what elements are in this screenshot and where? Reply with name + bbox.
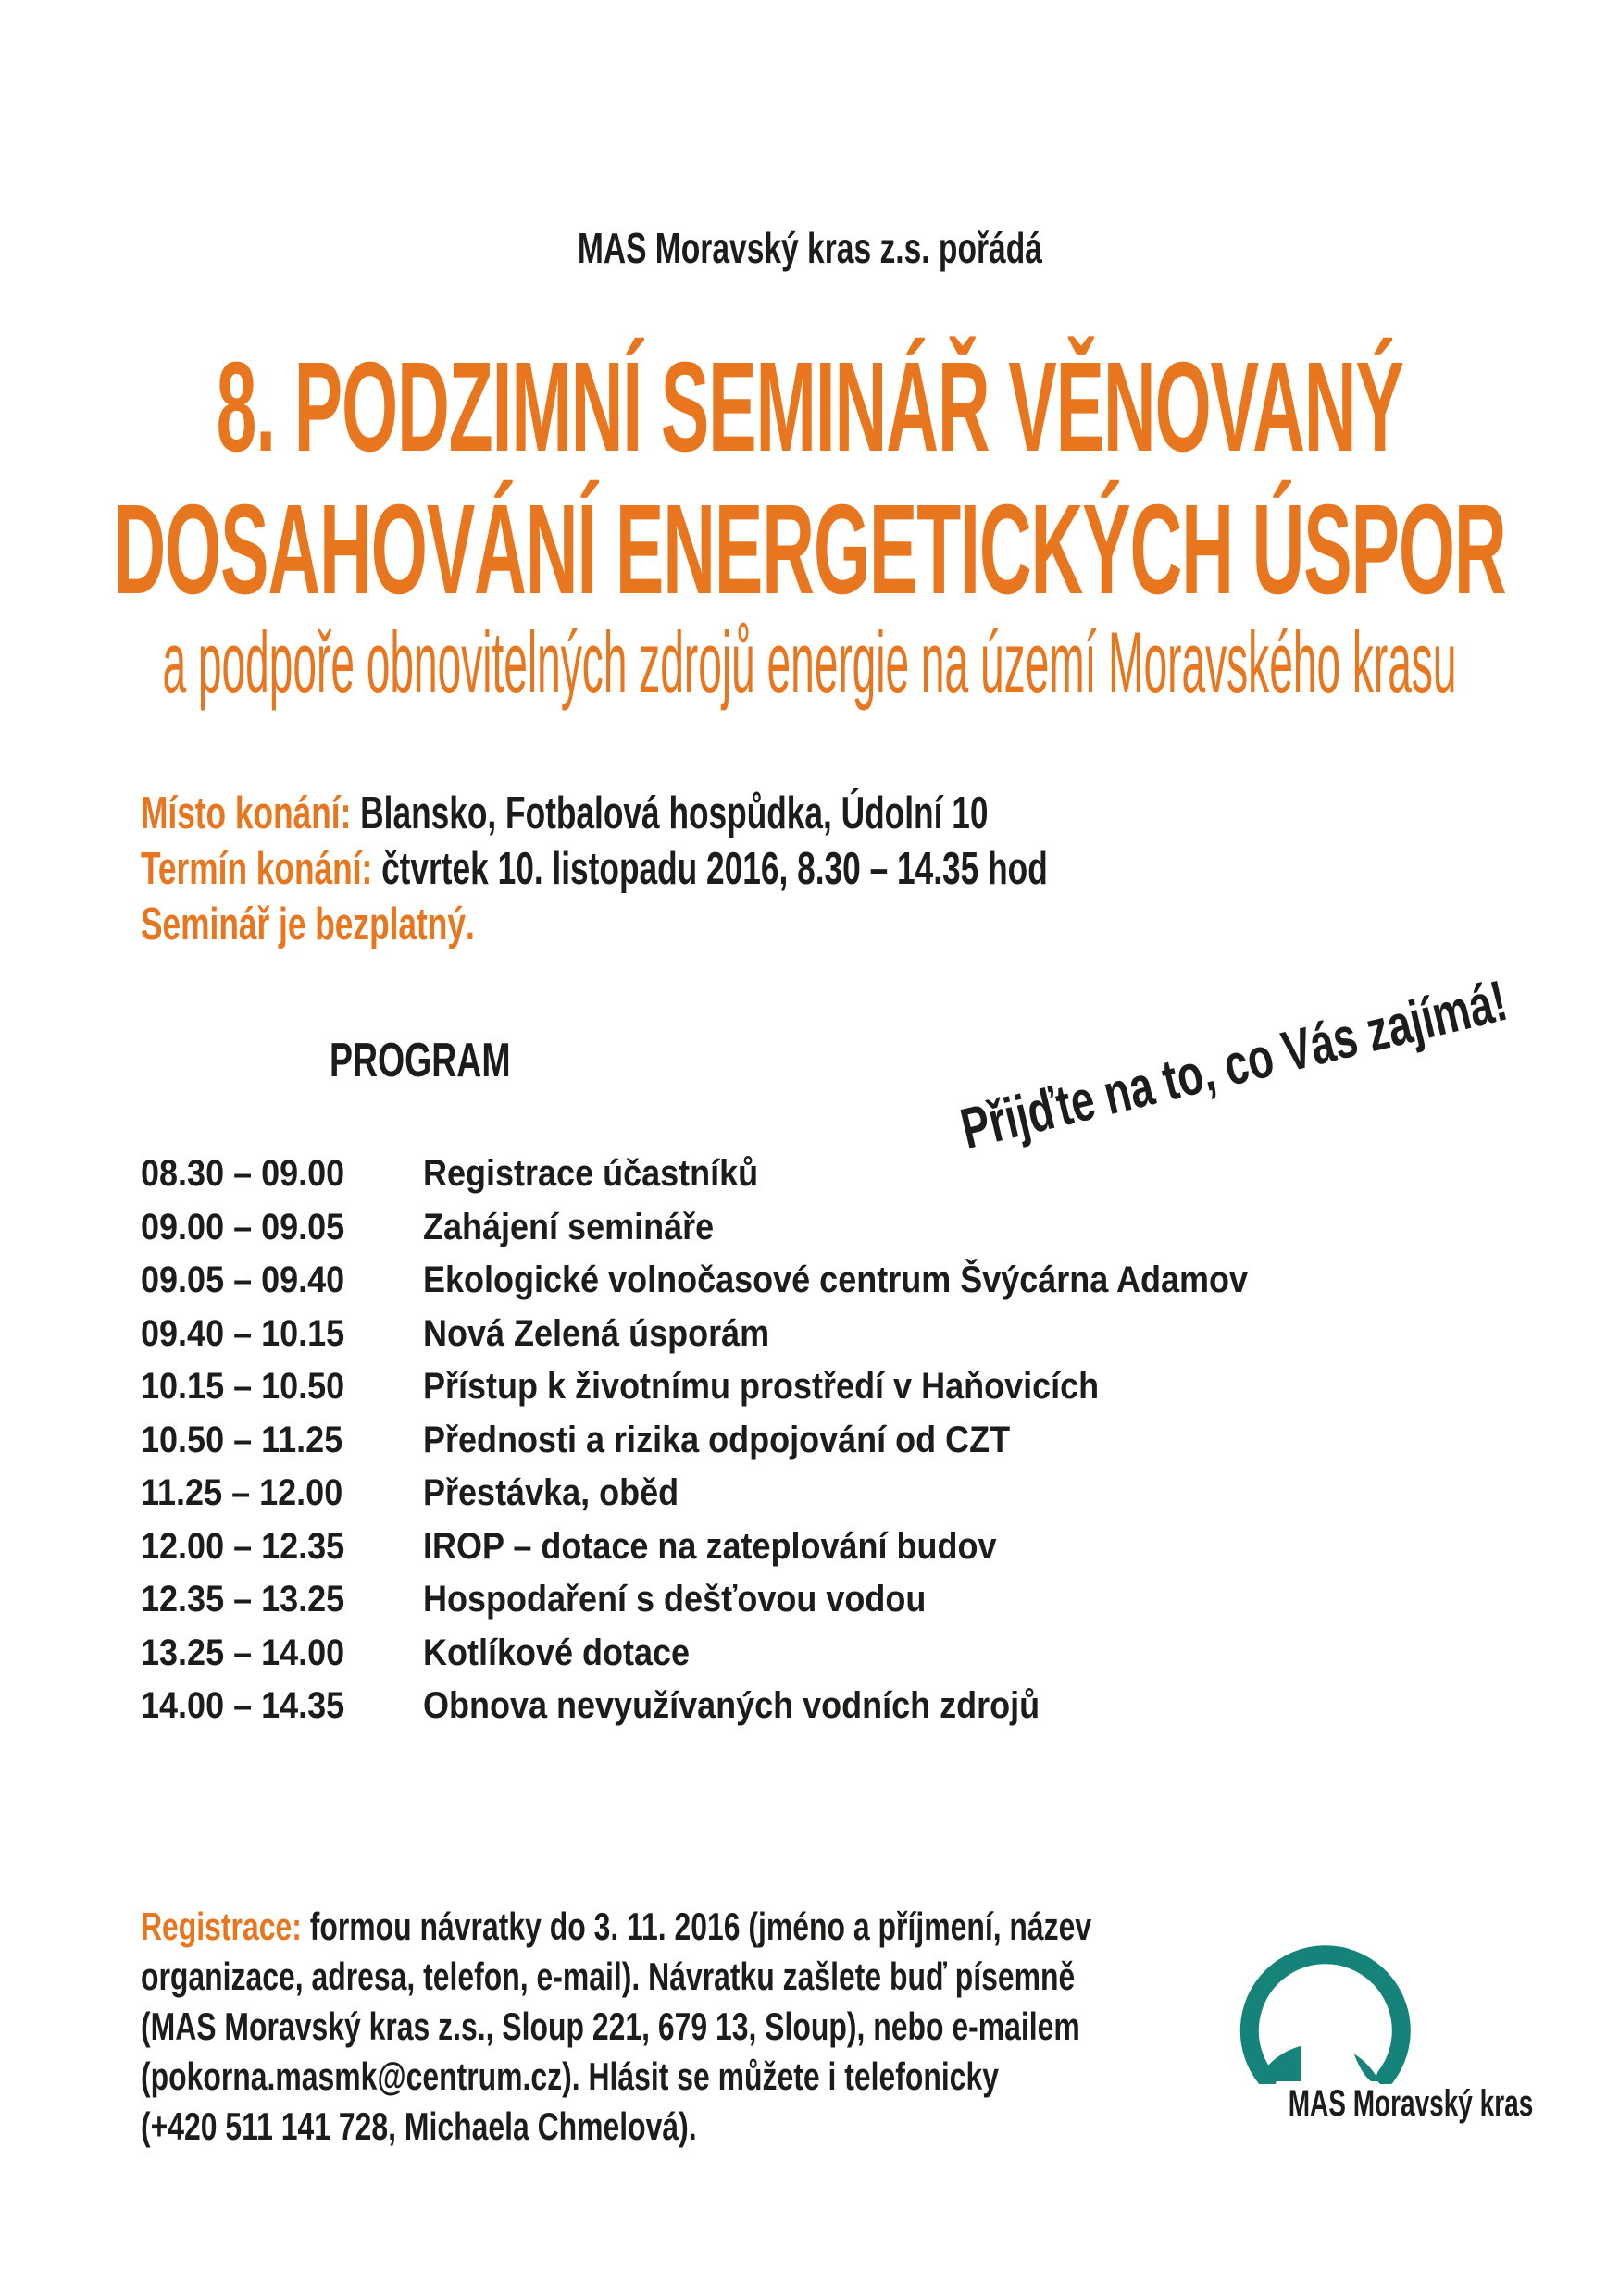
program-time: 11.25 – 12.00: [141, 1472, 343, 1514]
organizer-line: [0, 220, 1619, 276]
program-topic: Přednosti a rizika odpojování od CZT: [423, 1419, 1011, 1460]
program-topic: Nová Zelená úsporám: [423, 1312, 770, 1354]
program-time: 10.50 – 11.25: [141, 1419, 343, 1460]
registration-line: (pokorna.masmk@centrum.cz). Hlásit se můžete i telefonicky: [141, 2054, 999, 2098]
program-time: 14.00 – 14.35: [141, 1685, 345, 1727]
program-row: [141, 1148, 1339, 1201]
program-time: 10.15 – 10.50: [141, 1366, 345, 1408]
free-note-row: [141, 897, 1401, 952]
slogan: [955, 921, 1619, 1162]
registration-paragraph: [141, 1902, 1392, 2152]
program-time: 08.30 – 09.00: [141, 1153, 345, 1195]
poster-title-continued: [0, 478, 1619, 621]
program-topic: Přestávka, oběd: [423, 1472, 679, 1514]
program-row: [141, 1308, 1339, 1361]
poster-title-line-1: 8. PODZIMNÍ SEMINÁŘ VĚNOVANÝ: [216, 336, 1403, 478]
date-row: [141, 841, 1401, 897]
program-time: 09.05 – 09.40: [141, 1260, 345, 1301]
program-list: [141, 1148, 1339, 1733]
program-time: 12.00 – 12.35: [141, 1525, 345, 1567]
program-time: 13.25 – 14.00: [141, 1632, 345, 1673]
mas-moravsky-kras-logo: [1236, 1936, 1534, 2127]
poster-title-line-2: DOSAHOVÁNÍ ENERGETICKÝCH ÚSPOR: [113, 478, 1506, 621]
slogan-text: Přijďte na to, co Vás zajímá!: [954, 969, 1513, 1162]
program-topic: Přístup k životnímu prostředí v Haňovicích: [423, 1366, 1100, 1408]
program-row: [141, 1360, 1339, 1414]
date-label: Termín konání:: [141, 844, 373, 894]
organizer-text: MAS Moravský kras z.s. pořádá: [577, 224, 1042, 272]
program-row: [141, 1627, 1339, 1681]
venue-row: [141, 786, 1401, 841]
registration-line: (+420 511 141 728, Michaela Chmelová).: [141, 2104, 697, 2148]
program-time: 09.40 – 10.15: [141, 1312, 345, 1354]
program-topic: Hospodaření s dešťovou vodou: [423, 1579, 927, 1620]
program-topic: Kotlíkové dotace: [423, 1632, 691, 1673]
program-row: [141, 1414, 1339, 1468]
program-row: [141, 1680, 1339, 1733]
date-value: čtvrtek 10. listopadu 2016, 8.30 – 14.35 hod: [381, 844, 1048, 894]
logo-wordmark: MAS Moravský kras: [1288, 2083, 1534, 2124]
program-time: 09.00 – 09.05: [141, 1206, 345, 1247]
event-info-block: [141, 786, 1401, 952]
poster-title: [0, 336, 1619, 478]
venue-label: Místo konání:: [141, 788, 352, 838]
cave-arch-logo-icon: [1236, 1936, 1439, 2084]
program-row: [141, 1467, 1339, 1520]
program-topic: Zahájení semináře: [423, 1206, 715, 1247]
free-note: Seminář je bezplatný.: [141, 900, 475, 949]
registration-line: organizace, adresa, telefon, e-mail). Návratku zašlete buď písemně: [141, 1955, 1076, 1998]
venue-value: Blansko, Fotbalová hospůdka, Údolní 10: [360, 788, 989, 838]
program-topic: IROP – dotace na zateplování budov: [423, 1525, 997, 1567]
poster-subtitle-text: a podpoře obnovitelných zdrojů energie na území Moravského krasu: [162, 614, 1457, 711]
program-row: [141, 1201, 1339, 1255]
registration-line: (MAS Moravský kras z.s., Sloup 221, 679 13, Sloup), nebo e-mailem: [141, 2004, 1080, 2048]
program-time: 12.35 – 13.25: [141, 1579, 345, 1620]
registration-label: Registrace:: [141, 1905, 302, 1948]
poster-subtitle: [0, 614, 1619, 711]
program-topic: Registrace účastníků: [423, 1153, 759, 1195]
registration-line: Registrace: formou návratky do 3. 11. 2016 (jméno a příjmení, název: [141, 1905, 1092, 1948]
program-row: [141, 1254, 1339, 1308]
program-topic: Obnova nevyužívaných vodních zdrojů: [423, 1685, 1040, 1727]
program-row: [141, 1573, 1339, 1627]
program-heading: PROGRAM: [330, 1034, 511, 1087]
program-topic: Ekologické volnočasové centrum Švýcárna Adamov: [423, 1260, 1249, 1301]
program-row: [141, 1520, 1339, 1574]
